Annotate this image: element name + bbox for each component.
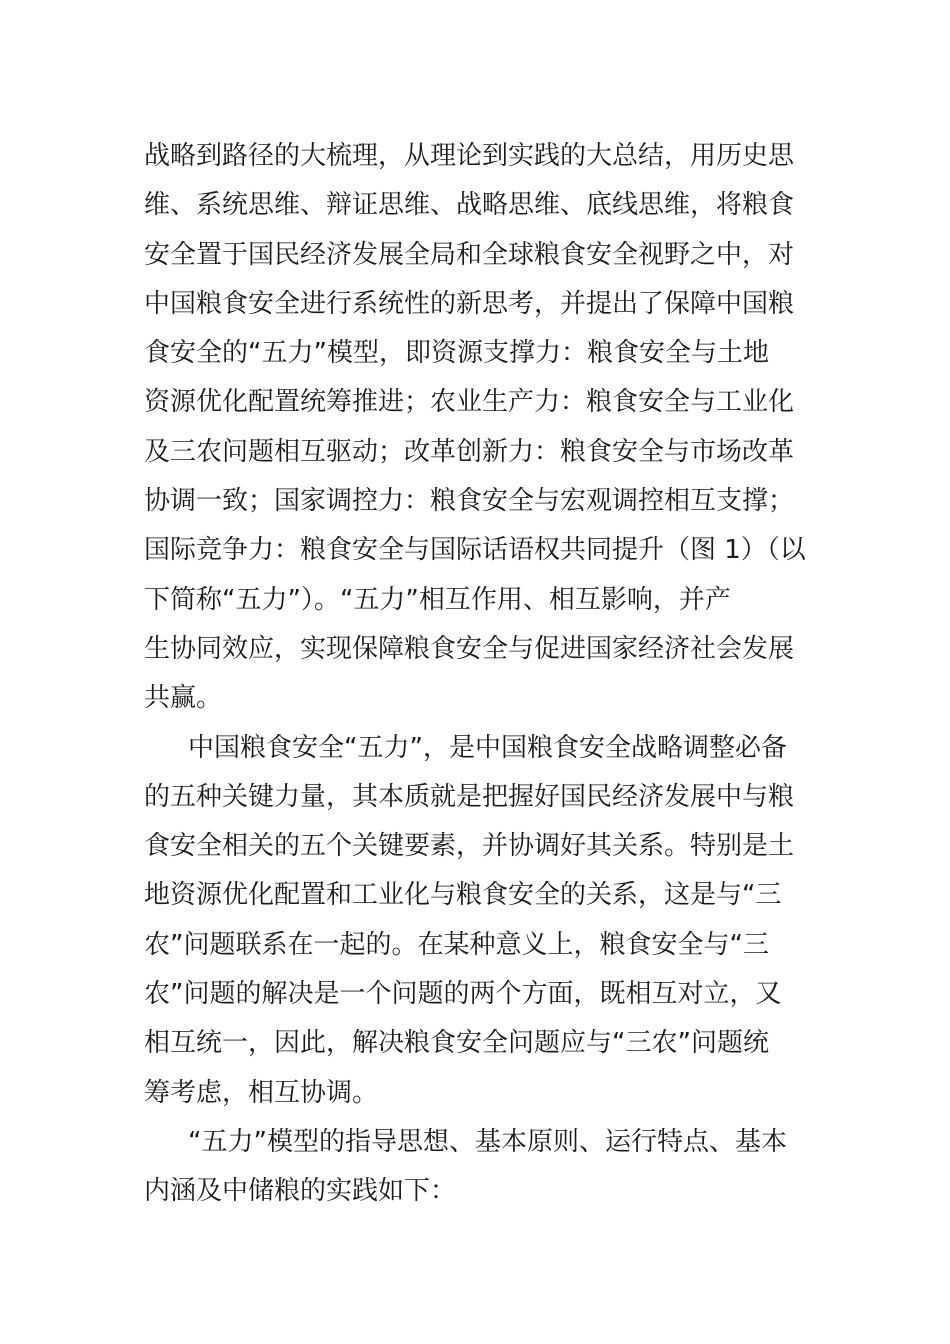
text-line: 内涵及中储粮的实践如下： [144, 1176, 457, 1207]
text-line: 维、系统思维、辩证思维、战略思维、底线思维，将粮食 [144, 190, 795, 221]
text-line: “五力”模型的指导思想、基本原则、运行特点、基本 [188, 1126, 787, 1157]
text-line: 资源优化配置统筹推进；农业生产力：粮食安全与工业化 [144, 387, 795, 418]
text-line: 共赢。 [144, 683, 223, 714]
text-line: 的五种关键力量，其本质就是把握好国民经济发展中与粮 [144, 781, 795, 812]
text-line: 下简称“五力”）。“五力”相互作用、相互影响，并产 [144, 584, 731, 615]
text-line: 农”问题联系在一起的。在某种意义上，粮食安全与“三 [144, 929, 769, 960]
text-line: 地资源优化配置和工业化与粮食安全的关系，这是与“三 [144, 880, 782, 911]
text-line: 相互统一，因此，解决粮食安全问题应与“三农”问题统 [144, 1028, 769, 1059]
text-line: 国际竞争力：粮食安全与国际话语权共同提升（图 1）（以 [144, 535, 806, 566]
text-line: 及三农问题相互驱动；改革创新力：粮食安全与市场改革 [144, 436, 795, 467]
text-line: 协调一致；国家调控力：粮食安全与宏观调控相互支撑； [144, 486, 795, 517]
text-line: 中国粮食安全进行系统性的新思考，并提出了保障中国粮 [144, 288, 795, 319]
body-text [144, 132, 824, 1217]
text-line: 安全置于国民经济发展全局和全球粮食安全视野之中，对 [144, 239, 795, 270]
text-line: 农”问题的解决是一个问题的两个方面，既相互对立，又 [144, 979, 782, 1010]
text-line: 中国粮食安全“五力”，是中国粮食安全战略调整必备 [188, 732, 787, 763]
text-line: 食安全相关的五个关键要素，并协调好其关系。特别是土 [144, 831, 795, 862]
text-line: 食安全的“五力”模型，即资源支撑力：粮食安全与土地 [144, 338, 769, 369]
text-line: 战略到路径的大梳理，从理论到实践的大总结，用历史思 [144, 141, 795, 171]
text-line: 生协同效应，实现保障粮食安全与促进国家经济社会发展 [144, 633, 795, 664]
text-line: 筹考虑，相互协调。 [144, 1077, 379, 1108]
